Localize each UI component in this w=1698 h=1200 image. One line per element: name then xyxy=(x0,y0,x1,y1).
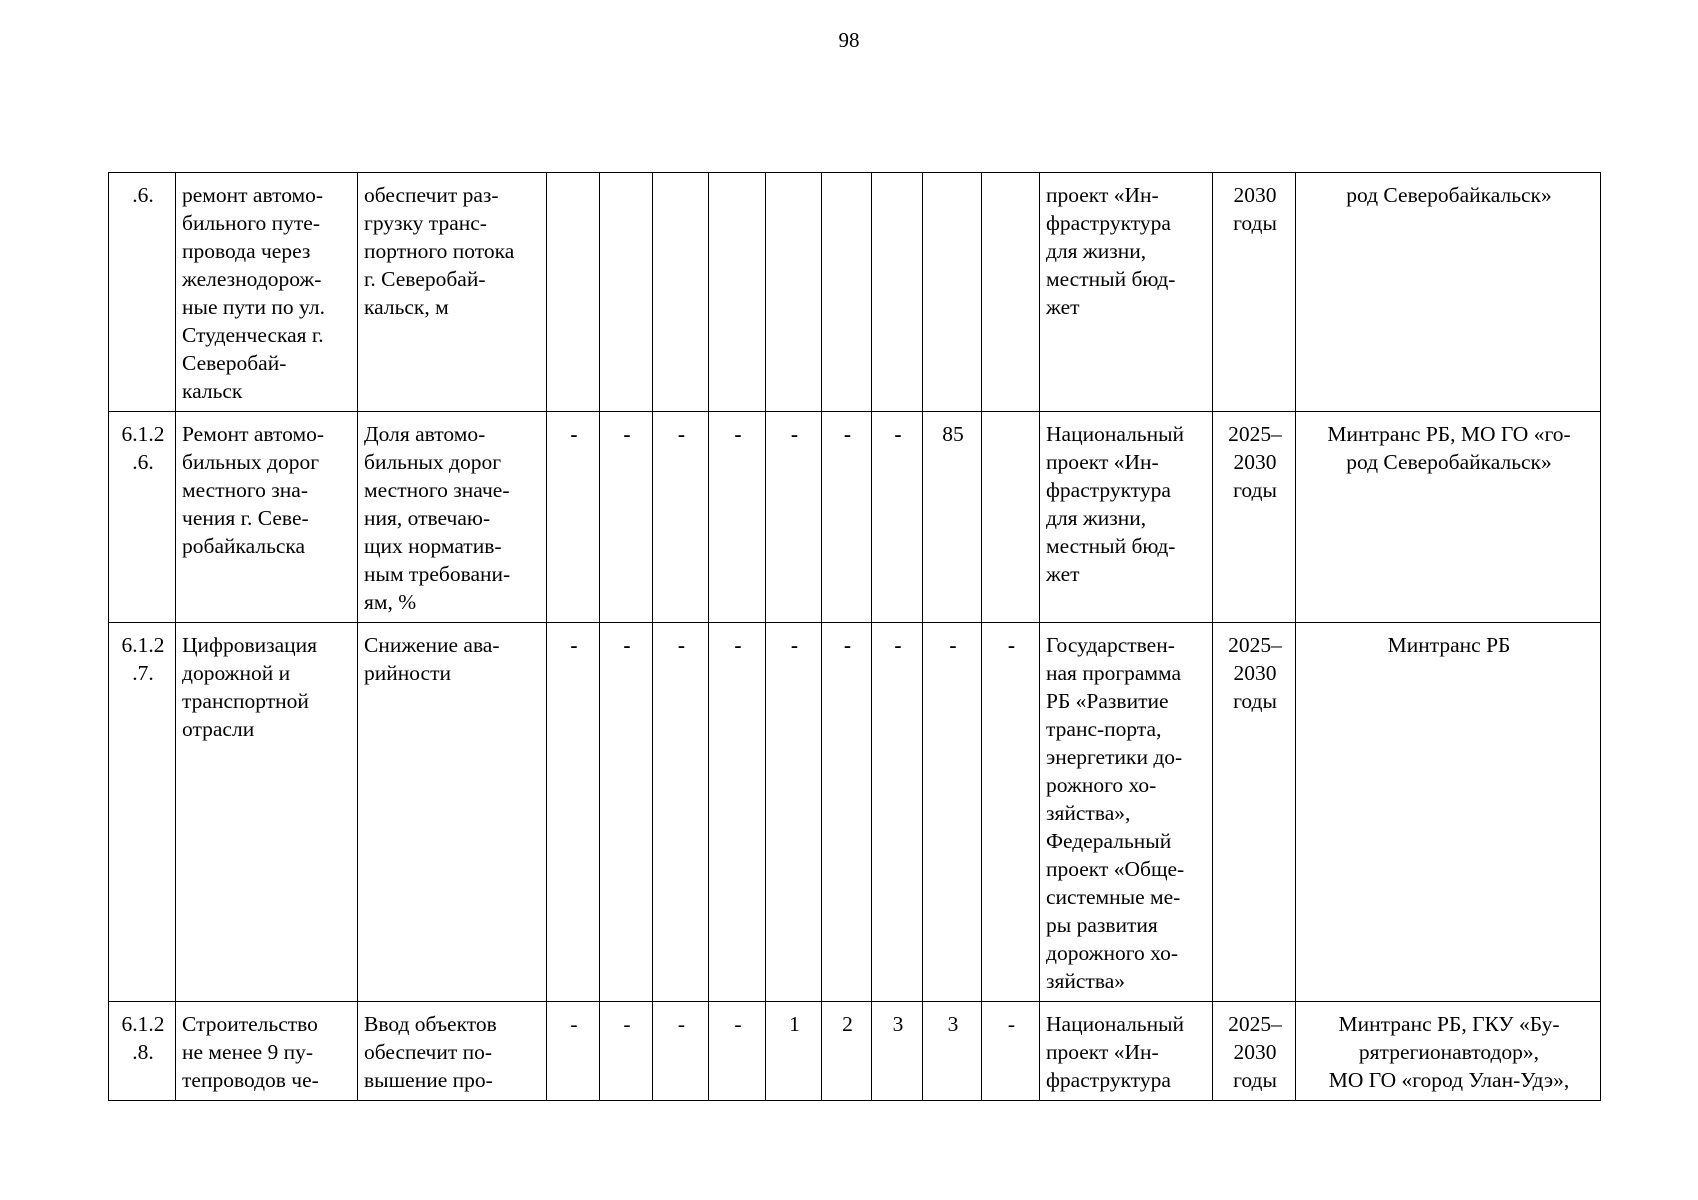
value-2: - xyxy=(600,623,653,1002)
value-7: 3 xyxy=(872,1002,923,1101)
value-3 xyxy=(653,173,709,412)
value-8: - xyxy=(923,623,982,1002)
table-row xyxy=(109,623,1601,1002)
measure-name: Строительство не менее 9 пу- тепроводов че- xyxy=(176,1002,358,1101)
executor: Минтранс РБ, ГКУ «Бу- рятрегионавтодор», МО ГО «город Улан-Удэ», xyxy=(1296,1002,1601,1101)
value-1: - xyxy=(547,412,600,623)
value-8 xyxy=(923,173,982,412)
period: 2030 годы xyxy=(1213,173,1296,412)
indicator: Снижение ава- рийности xyxy=(358,623,547,1002)
indicator: Ввод объектов обеспечит по- вышение про- xyxy=(358,1002,547,1101)
value-9 xyxy=(982,173,1040,412)
value-5: 1 xyxy=(766,1002,822,1101)
measure-name: ремонт автомо- бильного путе- провода через железнодорож- ные пути по ул. Студенческая г. Северобай- кальск xyxy=(176,173,358,412)
indicator: обеспечит раз- грузку транс- портного потока г. Северобай- кальск, м xyxy=(358,173,547,412)
value-9: - xyxy=(982,623,1040,1002)
measure-name: Цифровизация дорожной и транспортной отрасли xyxy=(176,623,358,1002)
measure-number: 6.1.2 .8. xyxy=(109,1002,176,1101)
executor: род Северобайкальск» xyxy=(1296,173,1601,412)
page-number: 98 xyxy=(838,28,860,52)
value-5: - xyxy=(766,623,822,1002)
value-8: 85 xyxy=(923,412,982,623)
value-4: - xyxy=(709,1002,766,1101)
executor: Минтранс РБ xyxy=(1296,623,1601,1002)
funding-source: Национальный проект «Ин- фраструктура для жизни, местный бюд- жет xyxy=(1040,412,1213,623)
value-6 xyxy=(822,173,872,412)
value-3: - xyxy=(653,1002,709,1101)
funding-source: Государствен- ная программа РБ «Развитие транс-порта, энергетики до- рожного хо- зяйства», Федеральный проект «Обще- системные ме- ры развития дорожного хо- зяйства» xyxy=(1040,623,1213,1002)
executor: Минтранс РБ, МО ГО «го- род Северобайкальск» xyxy=(1296,412,1601,623)
funding-source: Национальный проект «Ин- фраструктура xyxy=(1040,1002,1213,1101)
measure-number: 6.1.2 .7. xyxy=(109,623,176,1002)
value-5: - xyxy=(766,412,822,623)
value-2: - xyxy=(600,1002,653,1101)
value-6: 2 xyxy=(822,1002,872,1101)
value-3: - xyxy=(653,623,709,1002)
value-9 xyxy=(982,412,1040,623)
table-row xyxy=(109,173,1601,412)
period: 2025– 2030 годы xyxy=(1213,412,1296,623)
value-6: - xyxy=(822,412,872,623)
measure-number: 6.1.2 .6. xyxy=(109,412,176,623)
measure-name: Ремонт автомо- бильных дорог местного зна- чения г. Севе- робайкальска xyxy=(176,412,358,623)
program-measures-table xyxy=(108,172,1601,1101)
value-7 xyxy=(872,173,923,412)
value-4 xyxy=(709,173,766,412)
value-1 xyxy=(547,173,600,412)
value-1: - xyxy=(547,1002,600,1101)
value-2 xyxy=(600,173,653,412)
indicator: Доля автомо- бильных дорог местного значе- ния, отвечаю- щих норматив- ным требовани- ям, % xyxy=(358,412,547,623)
value-9: - xyxy=(982,1002,1040,1101)
measure-number: .6. xyxy=(109,173,176,412)
value-1: - xyxy=(547,623,600,1002)
period: 2025– 2030 годы xyxy=(1213,623,1296,1002)
value-3: - xyxy=(653,412,709,623)
funding-source: проект «Ин- фраструктура для жизни, местный бюд- жет xyxy=(1040,173,1213,412)
table-row xyxy=(109,1002,1601,1101)
value-4: - xyxy=(709,412,766,623)
table-row xyxy=(109,412,1601,623)
period: 2025– 2030 годы xyxy=(1213,1002,1296,1101)
value-6: - xyxy=(822,623,872,1002)
value-5 xyxy=(766,173,822,412)
value-8: 3 xyxy=(923,1002,982,1101)
value-4: - xyxy=(709,623,766,1002)
value-2: - xyxy=(600,412,653,623)
value-7: - xyxy=(872,412,923,623)
value-7: - xyxy=(872,623,923,1002)
